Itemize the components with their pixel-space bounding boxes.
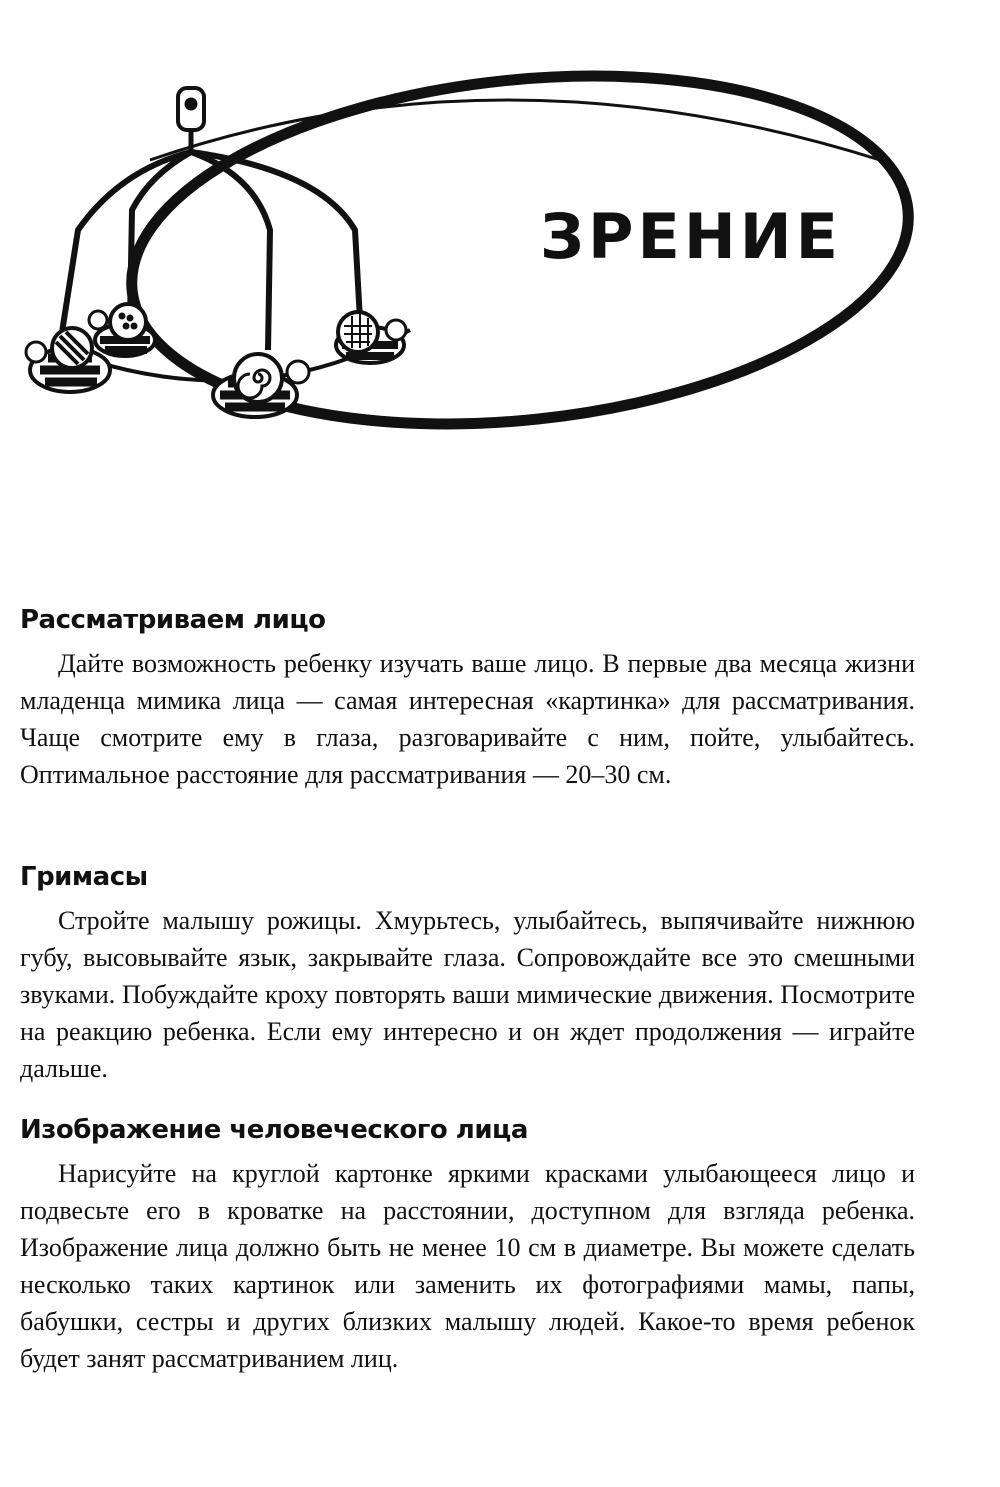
section-body: Стройте малышу рожицы. Хмурьтесь, улыбайтесь, выпячивайте нижнюю губу, высовывайте язык, закрывайте глаза. Сопровождайте все это смешными звуками. Побуждайте кроху повторять ваши мимические движения. Посмотрите на реакцию ребенка. Если ему интересно и он ждет продолжения — играйте дальше.	[20, 906, 915, 1083]
crib-mobile-illustration	[26, 88, 410, 417]
section-heading: Гримасы	[20, 862, 148, 892]
section-heading: Изображение человеческого лица	[20, 1115, 528, 1145]
section-body: Нарисуйте на круглой картонке яркими красками улыбающееся лицо и подвесьте его в кроватке на расстоянии, доступном для взгляда ребенка. Изображение лица должно быть не менее 10 см в диаметре. Вы можете сделать несколько таких картинок или заменить их фотографиями мамы, папы, бабушки, сестры и других близких малышу людей. Какое-то время ребенок будет занят рассматриванием лиц.	[20, 1159, 915, 1373]
chapter-header-illustration	[0, 0, 1000, 470]
section-heading: Рассматриваем лицо	[20, 605, 326, 635]
chapter-title: ЗРЕНИЕ	[540, 200, 842, 273]
section-grimaces	[20, 862, 915, 1087]
section-looking-at-face	[20, 605, 915, 793]
mobile-toy-checkered	[336, 312, 406, 363]
section-face-picture	[20, 1115, 915, 1377]
section-body: Дайте возможность ребенку изучать ваше лицо. В первые два месяца жизни младенца мимика лица — самая интересная «картинка» для рассматривания. Чаще смотрите ему в глаза, разговаривайте с ним, пойте, улыбайтесь. Оптимальное расстояние для рассматривания — 20–30 см.	[20, 649, 915, 789]
mobile-toy-dotted	[89, 304, 155, 356]
